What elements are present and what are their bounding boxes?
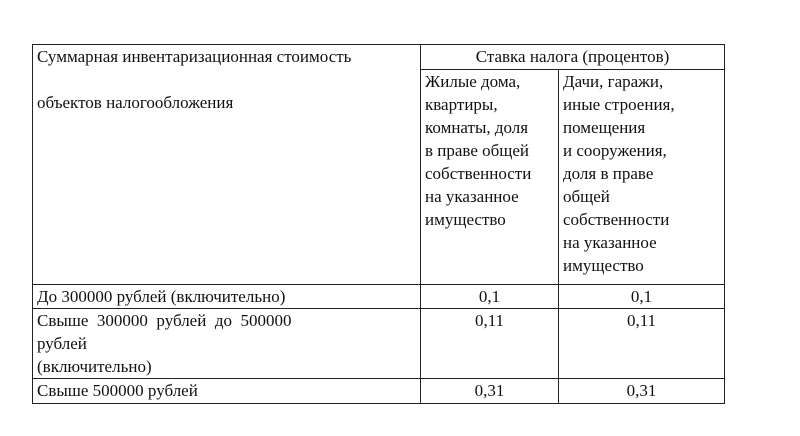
header-rate-label: Ставка налога (процентов) bbox=[475, 47, 670, 66]
other-rate-value: 0,31 bbox=[626, 381, 657, 400]
header-residential-line: квартиры, bbox=[425, 95, 498, 114]
range-label: До 300000 рублей (включительно) bbox=[37, 287, 286, 306]
residential-rate-cell bbox=[421, 309, 559, 379]
tax-rate-table bbox=[32, 44, 725, 404]
header-other-line: помещения bbox=[563, 118, 646, 137]
header-other-line: и сооружения, bbox=[563, 141, 667, 160]
range-label-line: (включительно) bbox=[37, 357, 152, 376]
header-residential-line: имущество bbox=[425, 210, 506, 229]
header-other-cell bbox=[559, 70, 725, 285]
header-other-line: имущество bbox=[563, 256, 644, 275]
header-residential-line: на указанное bbox=[425, 187, 519, 206]
header-other-line: собственности bbox=[563, 210, 670, 229]
residential-rate-value: 0,11 bbox=[474, 311, 505, 330]
header-residential-line: комнаты, доля bbox=[425, 118, 529, 137]
range-label-line: Свыше 300000 рублей до 500000 bbox=[37, 311, 292, 330]
residential-rate-value: 0,31 bbox=[474, 381, 505, 400]
other-rate-cell bbox=[559, 309, 725, 379]
other-rate-cell bbox=[559, 285, 725, 309]
other-rate-cell bbox=[559, 379, 725, 404]
header-residential-line: в праве общей bbox=[425, 141, 530, 160]
header-residential-line: собственности bbox=[425, 164, 532, 183]
header-spacer bbox=[37, 68, 416, 91]
range-label: Свыше 500000 рублей bbox=[37, 381, 198, 400]
range-cell bbox=[33, 379, 421, 404]
header-base-cell bbox=[33, 45, 421, 285]
table-row bbox=[33, 309, 725, 379]
range-label-line: рублей bbox=[37, 334, 87, 353]
header-rate-cell bbox=[421, 45, 725, 70]
residential-rate-value: 0,1 bbox=[478, 287, 501, 306]
header-base-label-line2: объектов налогообложения bbox=[37, 93, 234, 112]
header-other-line: общей bbox=[563, 187, 610, 206]
other-rate-value: 0,1 bbox=[630, 287, 653, 306]
residential-rate-cell bbox=[421, 379, 559, 404]
table-header-row bbox=[33, 45, 725, 70]
header-other-line: на указанное bbox=[563, 233, 657, 252]
residential-rate-cell bbox=[421, 285, 559, 309]
table-row bbox=[33, 379, 725, 404]
header-other-line: доля в праве bbox=[563, 164, 654, 183]
table-row bbox=[33, 285, 725, 309]
header-other-line: Дачи, гаражи, bbox=[563, 72, 664, 91]
header-base-label-line1: Суммарная инвентаризационная стоимость bbox=[37, 47, 352, 66]
other-rate-value: 0,11 bbox=[626, 311, 657, 330]
range-cell bbox=[33, 309, 421, 379]
header-residential-cell bbox=[421, 70, 559, 285]
header-residential-line: Жилые дома, bbox=[425, 72, 521, 91]
range-cell bbox=[33, 285, 421, 309]
header-other-line: иные строения, bbox=[563, 95, 675, 114]
